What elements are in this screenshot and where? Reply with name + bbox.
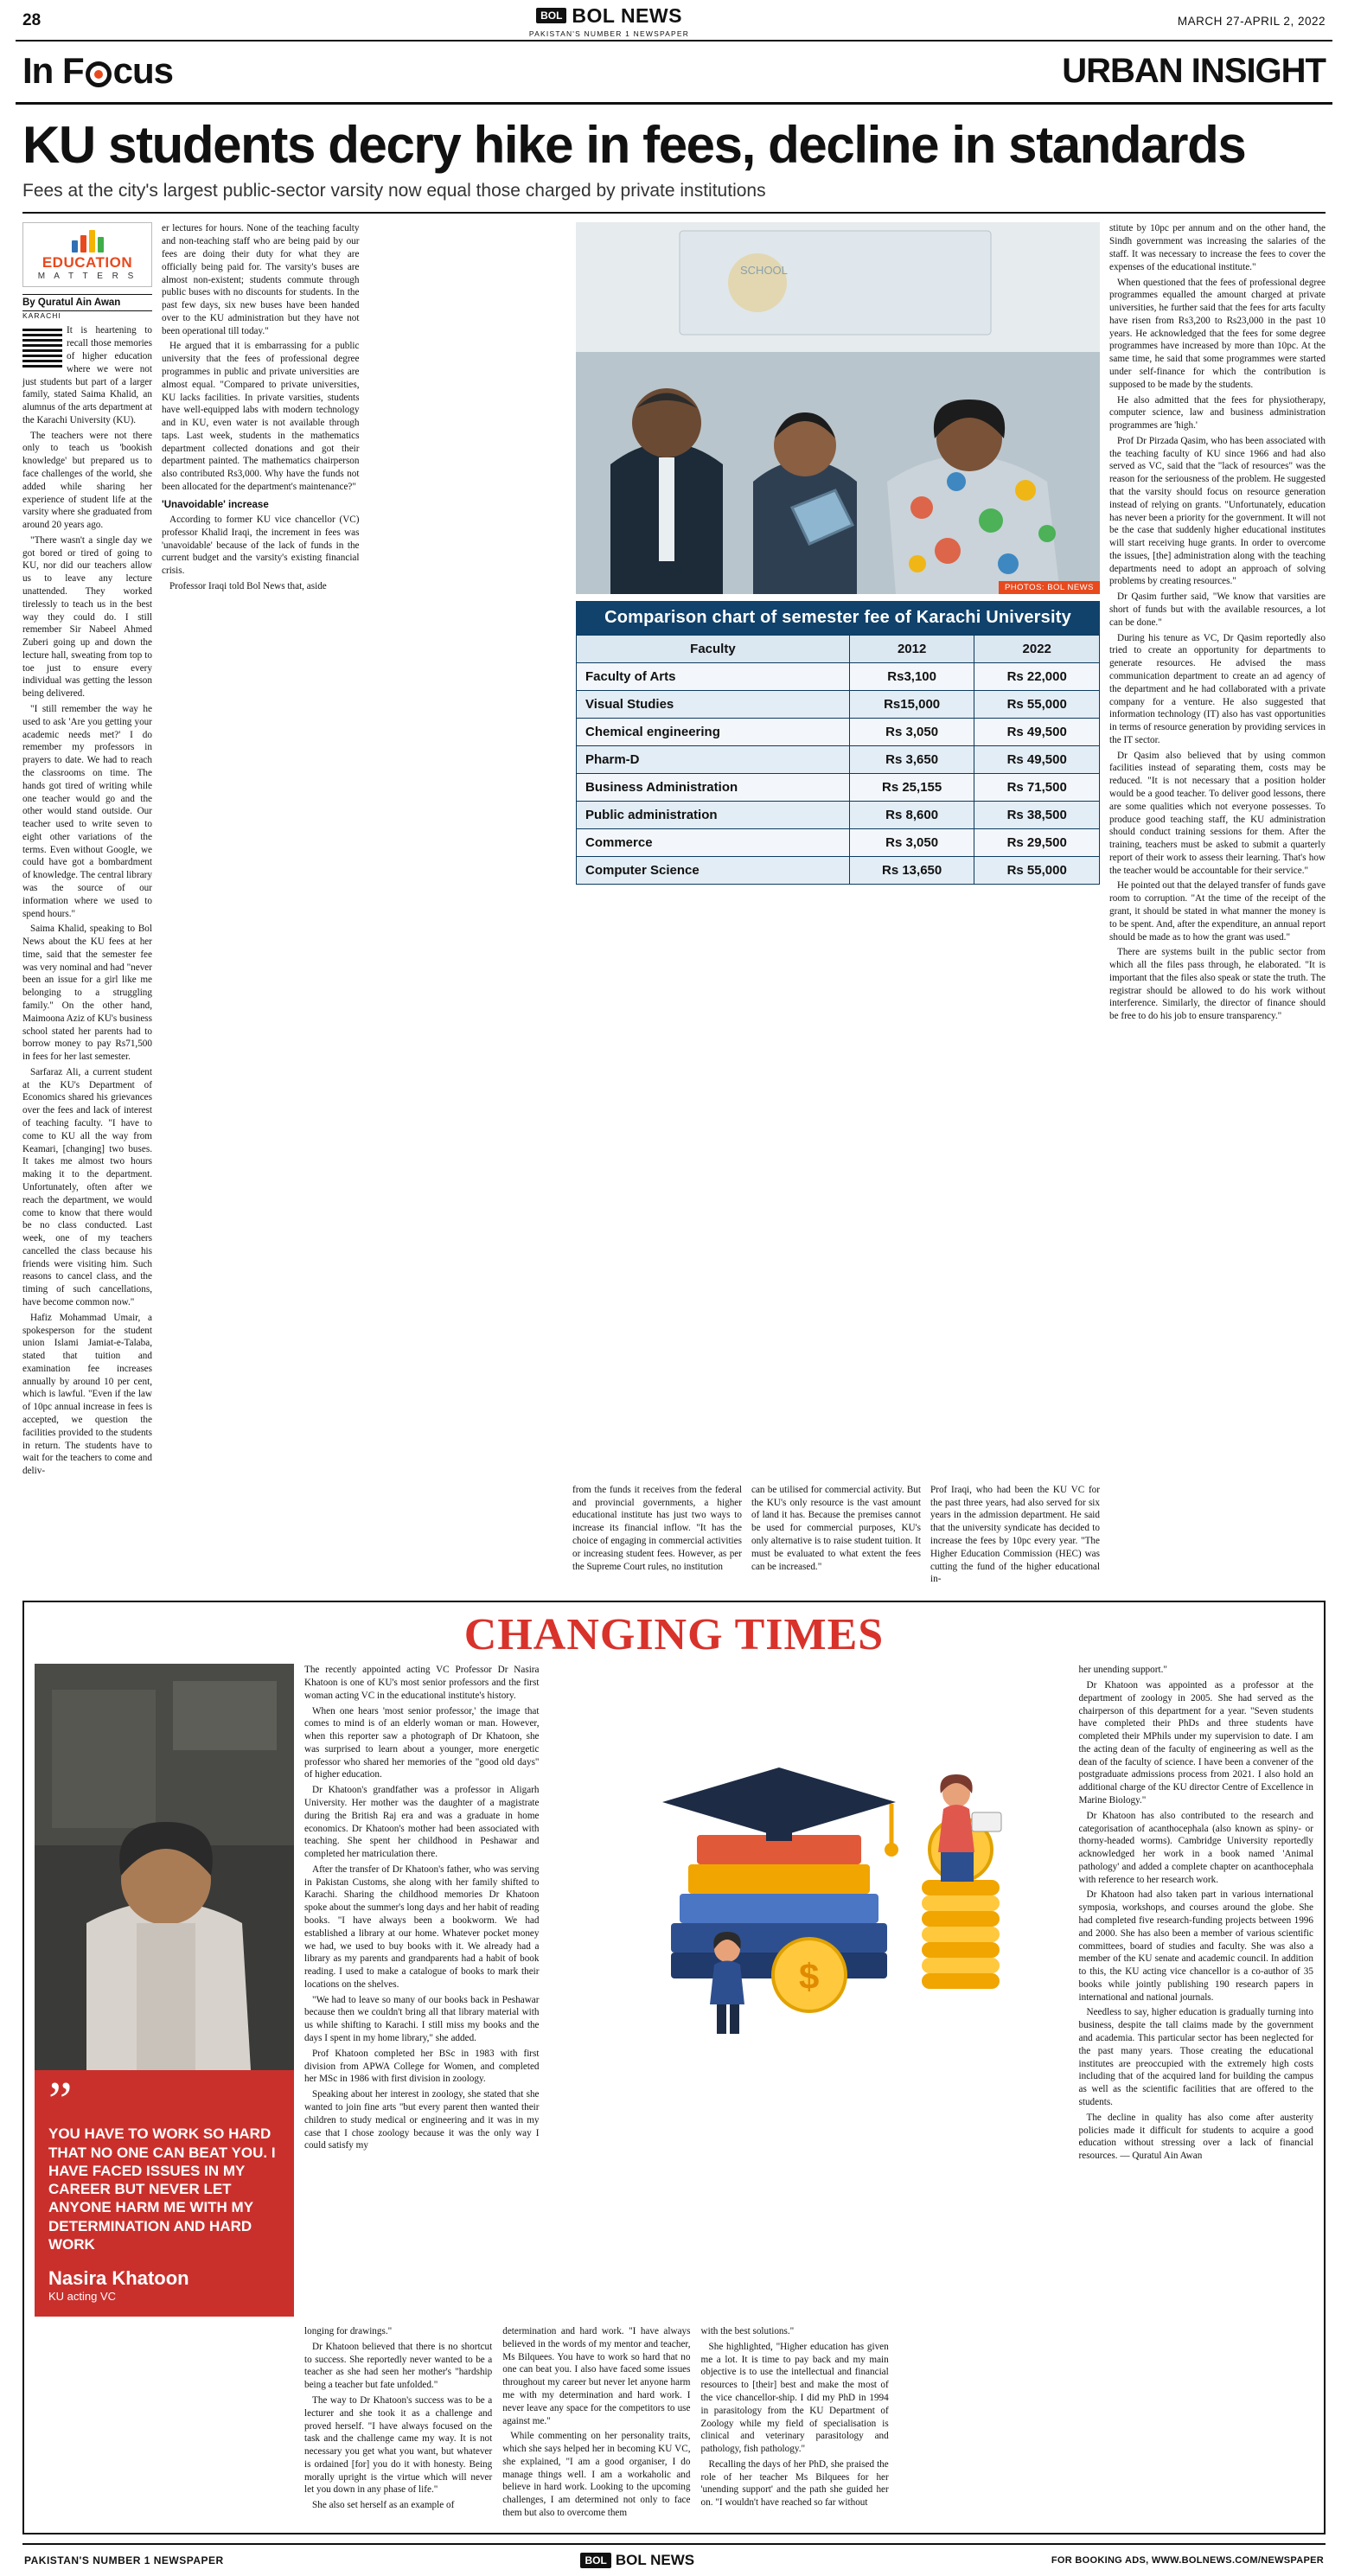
- paragraph: "I still remember the way he used to ask 'Are you getting your academic needs met?' I do remember my professors in prayers to date. We had to reach the classrooms on time. The hands got tired of writing while one teacher would go and the other would stand outside. Our teacher used to write seven to eight other variations of the terms. Even without Google, we could have got a bombardment of knowledge. The central library was the source of our information where we used to spend hours.": [22, 704, 152, 919]
- section-label-in-focus: [22, 50, 173, 92]
- cell-faculty: Business Administration: [577, 774, 850, 802]
- paragraph: He argued that it is embarrassing for a public university that the fees of professional degree programmes in public and private universities are almost equal. "Compared to private universities, KU lacks facilities. In private varsities, students have well-equipped labs with modern technology and in KU, even water is not available through taps. Last week, students in the mathematics department collected donations and got their department painted. The mathematics chairperson also contributed Rs3,000. Why have the funds not been allocated for the department's maintenance?": [162, 341, 360, 493]
- column-1: [22, 222, 152, 1480]
- cell-faculty: Visual Studies: [577, 691, 850, 719]
- paragraph: er lectures for hours. None of the teaching faculty and non-teaching staff who are being paid by our fees are doing their duty for what they are officially being paid for. The varsity's buses are almost non-existent; students commute through public buses with no discounts for students. In the past few days, six new buses have been handed over to the KU administration but they have not been operational till today.": [162, 223, 360, 336]
- spacer-col: [22, 1484, 152, 1588]
- paragraph: While commenting on her personality traits, which she says helped her in becoming KU VC, she explained, "I am a good organiser, I do manage things well. I am a workaholic and believe in hard work. Looking to the upcoming challenges, I am determined not only to face them but also to overcome them: [502, 2431, 691, 2519]
- paragraph: The way to Dr Khatoon's success was to be a lecturer and she took it as a challenge and proved herself. "I have always focused on the task and the challenge came my way. It is not necessary you get what you want, but whatever is ordained [for] you do it with honesty. Being morally upright is the virtue which will never let you down in any phase of life.": [304, 2395, 493, 2496]
- cell-2022: Rs 55,000: [974, 857, 1100, 885]
- column-5-text: [1109, 222, 1326, 1023]
- paragraph: Dr Qasim further said, "We know that varsities are short of funds but with the available resources, a lot can be done.": [1109, 591, 1326, 628]
- brand-name: BOL NEWS: [572, 3, 682, 27]
- cell-2012: Rs 3,050: [849, 719, 974, 746]
- paragraph: Dr Khatoon had also taken part in various international symposia, workshops, and courses around the globe. She had completed five research-funding projects between 1996 and 2000. She has also been a member of various scientific committees, board of studies and faculty. She was also a member of the KU senate and academic council. In addition to this, the KU acting vice chancellor is a co-author of 35 books while jointly publishing 190 research papers in international and national journals.: [1078, 1889, 1313, 2003]
- paragraph: determination and hard work. "I have always believed in the words of my mentor and teacher, Ms Bilquees. You have to work so hard that no one can beat you. I also have faced some issues throughout my career but never let anyone harm me with my determination and hard work. I never leave any space for the competitors to use against me.": [502, 2326, 691, 2426]
- footer-logo: [580, 2552, 694, 2569]
- bol-badge: BOL: [580, 2553, 610, 2568]
- paragraph: Speaking about her interest in zoology, she stated that she wanted to join fine arts "but every parent then wanted their children to study medical or engineering and it was in my case that I chose zoology because it was the only way I could satisfy my: [304, 2089, 540, 2151]
- paragraph: The decline in quality has also come after austerity policies made it difficult for students to acquire a good education without stressing over a lack of financial resources. — Quratul Ain Awan: [1078, 2112, 1313, 2162]
- byline-location: KARACHI: [22, 311, 61, 321]
- paragraph: Dr Khatoon was appointed as a professor at the department of zoology in 2005. She had served as the chairperson of this department for a year. "Seven students have completed their PhDs and three students have completed their MPhils under my supervision to date. I am the acting dean of the faculty of engineering as well as the dean of the faculty of science. I have been a convener of the postgraduate admissions process from 2021. I also hold an additional charge of the KU director Centre of Excellence in Marine Biology.": [1078, 1679, 1313, 1806]
- cell-faculty: Chemical engineering: [577, 719, 850, 746]
- feature-col-right: [1079, 1664, 1314, 2317]
- paragraph: longing for drawings.": [304, 2326, 393, 2337]
- masthead-mini: [529, 4, 689, 38]
- paragraph: She also set herself as an example of: [312, 2500, 455, 2511]
- paragraph: Dr Khatoon believed that there is no shortcut to success. She reportedly never wanted to be a teacher as she had seen her mother's "hardship being a teacher but fate unfolded.": [304, 2341, 493, 2391]
- focus-ring-icon: [86, 61, 112, 87]
- paragraph: can be utilised for commercial activity. But the KU's only resource is the vast amount of land it has. Because the premises cannot be used for commercial purposes, KU's only alternative is to raise student tuition. It must be evaluated to what extent the fees can be increased.": [751, 1484, 921, 1572]
- cell-faculty: Computer Science: [577, 857, 850, 885]
- cell-faculty: Commerce: [577, 829, 850, 857]
- brand-tagline: PAKISTAN'S NUMBER 1 NEWSPAPER: [528, 29, 690, 38]
- page-number: 28: [22, 11, 42, 29]
- table-row: [577, 802, 1100, 829]
- education-matters-logo: [22, 222, 152, 287]
- bol-badge: BOL: [536, 8, 566, 23]
- paragraph: She highlighted, "Higher education has given me a lot. It is time to pay back and my main objective is to use the intellectual and financial resources to [their] best and make the most of the vice chancellor-ship. I did my PhD in 1994 in parasitology from the KU Department of Zoology while my field of specialisation is clinical and veterinary parasitology and pathology, fish pathology.": [700, 2341, 889, 2455]
- cell-faculty: Public administration: [577, 802, 850, 829]
- paragraph: with the best solutions.": [700, 2326, 795, 2337]
- logo-subtitle: M A T T E R S: [37, 272, 137, 282]
- spacer-col: [899, 2325, 1087, 2522]
- cell-2022: Rs 22,000: [974, 663, 1100, 691]
- feature-bottom-columns: [24, 2325, 1324, 2533]
- paragraph: When questioned that the fees of professional degree programmes equalled the amount charged at private universities, he further said that the fees for arts faculty have risen from Rs3,200 to Rs23,000 in the past 10 years. He acknowledged that the fees for some degree programmes have increased by more than 10pc. At the same time, he said that some programmes were started under self-finance for which the contribution is supposed to be made by the students.: [1109, 277, 1326, 390]
- cell-2022: Rs 38,500: [974, 802, 1100, 829]
- col-header-2012: 2012: [849, 636, 974, 663]
- byline: By Quratul Ain Awan: [22, 294, 152, 311]
- photo-credit: PHOTOS: BOL NEWS: [999, 581, 1100, 594]
- cell-2022: Rs 49,500: [974, 746, 1100, 774]
- graduation-books-coins-illustration: [550, 1664, 1069, 2036]
- svg-text:SCHOOL: SCHOOL: [740, 264, 788, 278]
- table-row: [577, 857, 1100, 885]
- paragraph: "There wasn't a single day we got bored or tired of going to KU, nor did our teachers allow us to leave any lecture unattended. They worked tirelessly to teach us in the best way they could do. I still remember Sir Nabeel Ahmed Zuberi going up and down the lecture hall, sweating from top to toe just to ensure every individual was getting the lesson being delivered.: [22, 534, 152, 700]
- paragraph: According to former KU vice chancellor (VC) professor Khalid Iraqi, the increment in fees was 'unavoidable' because of the lack of funds in the current budget and the varsity's existing financial crisis.: [162, 514, 360, 577]
- top-bar: [16, 0, 1332, 42]
- cell-2022: Rs 71,500: [974, 774, 1100, 802]
- table-row: [577, 829, 1100, 857]
- paragraph: Needless to say, higher education is gradually turning into business, despite the tall claims made by the government and academia. This particular sector has been neglected for the past many years. Those creating the educational institutes are preoccupied with the extremely high costs including that of the acquired land for building the campus as well as the scientific facilities that are offered to the students.: [1078, 2007, 1313, 2107]
- spacer-col: [1109, 1484, 1326, 1588]
- col-header-faculty: Faculty: [577, 636, 850, 663]
- col-header-2022: 2022: [974, 636, 1100, 663]
- paragraph: After the transfer of Dr Khatoon's father, who was serving in Pakistan Customs, she along with her family shifted to Karachi. Sharing the childhood memories Dr Khatoon spoke about the summer's long days and her habit of reading books. "I have always been a bookworm. We had established a library at our home. Whatever pocket money we had, we used to buy books with it. We already had a library as my parents and grandparents had a habit of book reading. I used to make a catalogue of books to mark their locations on the shelves.: [304, 1863, 540, 1990]
- cell-2022: Rs 49,500: [974, 719, 1100, 746]
- footer-brand-name: BOL NEWS: [615, 2551, 695, 2568]
- fee-comparison-table: [576, 601, 1100, 885]
- quote-attribution-role: KU acting VC: [48, 2290, 117, 2304]
- column-1-text: [22, 324, 152, 1478]
- paragraph: her unending support.": [1078, 1665, 1167, 1676]
- feature-col-1: [304, 1664, 540, 2317]
- column-3: [369, 222, 567, 1480]
- feature-left-column: [35, 1664, 294, 2317]
- vc-photo: [35, 1664, 294, 2070]
- paragraph: Prof Iraqi, who had been the KU VC for the past three years, had also served for six years in the admission department. He said that the university syndicate has decided to increase the fees by 10pc every year. "The Higher Education Commission (HEC) was cutting the fund of the higher educational in-: [930, 1484, 1100, 1585]
- feature-bottom-col-3: [701, 2325, 889, 2522]
- book-icon: [29, 230, 146, 252]
- table-row: [577, 691, 1100, 719]
- cell-2012: Rs 3,050: [849, 829, 974, 857]
- paragraph: It is heartening to recall those memories of higher education where we were not just students but part of a larger family, stated Saima Khalid, an alumnus of the arts department at the Karachi University (KU).: [22, 325, 152, 425]
- cell-faculty: Pharm-D: [577, 746, 850, 774]
- cell-2022: Rs 55,000: [974, 691, 1100, 719]
- column-5: [1109, 222, 1326, 1480]
- in-focus-part2: cus: [112, 50, 174, 91]
- paragraph: Recalling the days of her PhD, she praised the role of her teacher Ms Bilquees for her 'unending support' and the path she guided her on. "I wouldn't have reached so far without: [700, 2458, 889, 2509]
- paragraph: The recently appointed acting VC Professor Dr Nasira Khatoon is one of KU's most senior professors and the first woman acting VC in the educational institute's history.: [304, 1665, 540, 1701]
- paragraph: He pointed out that the delayed transfer of funds gave room to corruption. "At the time of the receipt of the grant, it should be stated in what manner the money is to be spent. And, after the expenditure, an annual report should be made as to how the grant was used.": [1109, 880, 1326, 943]
- article-photo: [576, 222, 1100, 594]
- feature-bottom-col-2: [502, 2325, 690, 2522]
- column-2-text: [162, 222, 360, 592]
- feature-grid: [24, 1664, 1324, 2325]
- section-bar: [16, 42, 1332, 105]
- cell-2012: Rs 3,650: [849, 746, 974, 774]
- portrait-illustration: [35, 1664, 294, 2070]
- cell-2012: Rs3,100: [849, 663, 974, 691]
- paragraph: The teachers were not there only to teach us 'bookish knowledge' but prepared us to face challenges of the world, she added while sharing her experience of student life at the varsity where she graduated from around 20 years ago.: [22, 430, 152, 531]
- paragraph: Professor Iraqi told Bol News that, aside: [169, 580, 327, 591]
- pull-quote: [35, 2070, 294, 2317]
- paragraph: Saima Khalid, speaking to Bol News about the KU fees at her time, said that the semester fee was very nominal and had "never been an issue for a girl like me belonging to a struggling family." On the other hand, Maimoona Aziz of KU's business school stated her parents had to borrow money to pay Rs71,500 in fees for her last semester.: [22, 924, 152, 1063]
- paragraph: He also admitted that the fees for physiotherapy, computer science, law and business administration programmes are 'high.': [1109, 394, 1326, 431]
- spacer-col: [35, 2325, 294, 2522]
- cell-faculty: Faculty of Arts: [577, 663, 850, 691]
- quote-attribution-name: Nasira Khatoon: [48, 2267, 189, 2290]
- logo-title: EDUCATION: [42, 254, 133, 272]
- footer-left-text: PAKISTAN'S NUMBER 1 NEWSPAPER: [24, 2554, 224, 2566]
- paragraph: Sarfaraz Ali, a current student at the KU's Department of Economics shared his grievances over the fees and lack of interest of teaching faculty. "I have to come to KU all the way from Keamari, [changing] two buses. It takes me almost two hours making it to the department. Unfortunately, often after we reach the department, we would come to know that there would be no class conducted. Last week, one of my teachers cancelled the class because his friends were visiting him. Such reasons to cancel class, and the timing of such cancellations, have become common now.": [22, 1066, 152, 1307]
- column-2-subhead: 'Unavoidable' increase: [162, 499, 269, 510]
- footer-right-text[interactable]: FOR BOOKING ADS, WWW.BOLNEWS.COM/NEWSPAPER: [1051, 2554, 1324, 2566]
- cell-2012: Rs 8,600: [849, 802, 974, 829]
- feature-bottom-col-1: [304, 2325, 492, 2522]
- paragraph: During his tenure as VC, Dr Qasim reportedly also tried to create an opportunity for departments to generate resources. He advised the mass communication department to create an ad agency of the department and he had collaborated with a private company for a venture. He also suggested that information technology (IT) also has vast opportunities in terms of resource generation by providing services in the IT sector.: [1109, 632, 1326, 745]
- table-header-row: [577, 636, 1100, 663]
- feature-illustration: [550, 1664, 1069, 2036]
- spacer-col: [162, 1484, 358, 1588]
- spacer-col: [1097, 2325, 1313, 2522]
- paragraph: Hafiz Mohammad Umair, a spokesperson for the student union Islami Jamiat-e-Talaba, stated that tuition and examination fee increases annually by around 10 per cent, which is lawful. "Even if the law of 10pc annual increase in fees is accepted, we question the facilities provided to the students in return. The students have to wait for the teachers to come and deliv-: [22, 1312, 152, 1477]
- below-table-col-2: [751, 1484, 921, 1588]
- changing-times-feature: [22, 1601, 1326, 2534]
- issue-date: MARCH 27-APRIL 2, 2022: [1177, 14, 1326, 28]
- cell-2012: Rs 25,155: [849, 774, 974, 802]
- below-table-columns: [16, 1480, 1332, 1588]
- paragraph: stitute by 10pc per annum and on the other hand, the Sindh government was increasing the salaries of the staff. It was necessary to increase the fees to cover the expenses of the educational institute.": [1109, 223, 1326, 272]
- article-subhead: Fees at the city's largest public-sector varsity now equal those charged by private institutions: [22, 181, 766, 201]
- paragraph: Dr Khatoon's grandfather was a professor in Aligarh University. Her mother was the daughter of a magistrate during the British Raj era and was a graduate in home economics. Dr Khatoon's mother had been associated with teaching. She spent her childhood in Peshawar and completed her matriculation there.: [304, 1785, 540, 1860]
- paragraph: Prof Khatoon completed her BSc in 1983 with first division from APWA College for Women, and completed her MSc in 1986 with first division in zoology.: [304, 2048, 540, 2085]
- feature-title: CHANGING TIMES: [463, 1610, 885, 1660]
- spacer-col: [367, 1484, 564, 1588]
- in-focus-part1: In F: [22, 50, 84, 91]
- quote-text: YOU HAVE TO WORK SO HARD THAT NO ONE CAN BEAT YOU. I HAVE FACED ISSUES IN MY CAREER BUT NEVER LET ANYONE HARM ME WITH MY DETERMINATION AND HARD WORK: [48, 2125, 276, 2253]
- photo-and-table: [576, 222, 1100, 1480]
- paragraph: There are systems built in the public sector from which all the files pass through, he elaborated. "It is important that the files also speak or state the truth. The registrar should be allowed to do his work without interference. Similarly, the director of finance should be free to do his job to ensure transparency.": [1109, 947, 1326, 1022]
- table-row: [577, 746, 1100, 774]
- main-article-grid: [16, 214, 1332, 1480]
- table-title: Comparison chart of semester fee of Karachi University: [576, 601, 1100, 635]
- paragraph: Dr Khatoon has also contributed to the research and categorisation of acanthocephala (also known as spiny- or thorny-headed worms). Cambridge University reportedly acknowledged her work in a book named 'Animal pathology' and added a complete chapter on acanthocephala with reference to her research work.: [1078, 1810, 1313, 1885]
- paragraph: Prof Dr Pirzada Qasim, who has been associated with the teaching faculty of KU since 1966 and had also served as VC, said that the "lack of resources" was the reason for the seriousness of the problem. He suggested that the varsity should focus on resource generation instead of relying on grants. "Unfortunately, education has never been a priority for the government. It will not be the case that suddenly higher educational institutes will start receiving huge grants. In order to overcome the issues, [the] administration along with the teaching departments need to adopt an approach of solving problems by creating resources.": [1109, 435, 1326, 587]
- section-label-urban-insight: URBAN INSIGHT: [1062, 51, 1326, 90]
- page-footer: [22, 2543, 1326, 2576]
- below-table-col-3: [930, 1484, 1100, 1588]
- quote-mark-icon: ”: [48, 2072, 73, 2132]
- paragraph: Dr Qasim also believed that by using common facilities instead of separating them, costs may be reduced. "It is not necessary that a position holder would be a good teacher. To deliver good lessons, there are some qualities which not everyone possesses. To produce good teaching staff, the KU administration should conduct training sessions for them. After the training, teachers must be asked to submit a quarterly report of their work to assess their learning. That's how the teacher would be accountable for their service.": [1109, 750, 1326, 876]
- page-title: KU students decry hike in fees, decline in standards: [22, 116, 1246, 174]
- cell-2012: Rs15,000: [849, 691, 974, 719]
- photo-illustration: [576, 222, 1100, 594]
- cell-2022: Rs 29,500: [974, 829, 1100, 857]
- cell-2012: Rs 13,650: [849, 857, 974, 885]
- paragraph: When one hears 'most senior professor,' the image that comes to mind is of an elderly woman or man. However, when this reporter saw a photograph of Dr Khatoon, she was surprised to learn about a younger, more energetic professor who shared her memories of the "good old days" of higher education.: [304, 1705, 540, 1780]
- below-table-col-1: [572, 1484, 742, 1588]
- svg-text:$: $: [798, 1956, 819, 1998]
- table-row: [577, 663, 1100, 691]
- table-row: [577, 774, 1100, 802]
- paragraph: "We had to leave so many of our books back in Peshawar because then we couldn't bring all that library material with us while shifting to Karachi. I still miss my books and the days I spent in my home library," she added.: [304, 1994, 540, 2044]
- qr-code-icon: [22, 328, 62, 368]
- table-row: [577, 719, 1100, 746]
- column-2: [162, 222, 360, 1480]
- paragraph: from the funds it receives from the federal and provincial governments, a higher educational institute has just two ways to increase its financial inflow. "It has the choice of engaging in commercial activities or increasing student fees. However, as per the Supreme Court rules, no institution: [572, 1484, 742, 1572]
